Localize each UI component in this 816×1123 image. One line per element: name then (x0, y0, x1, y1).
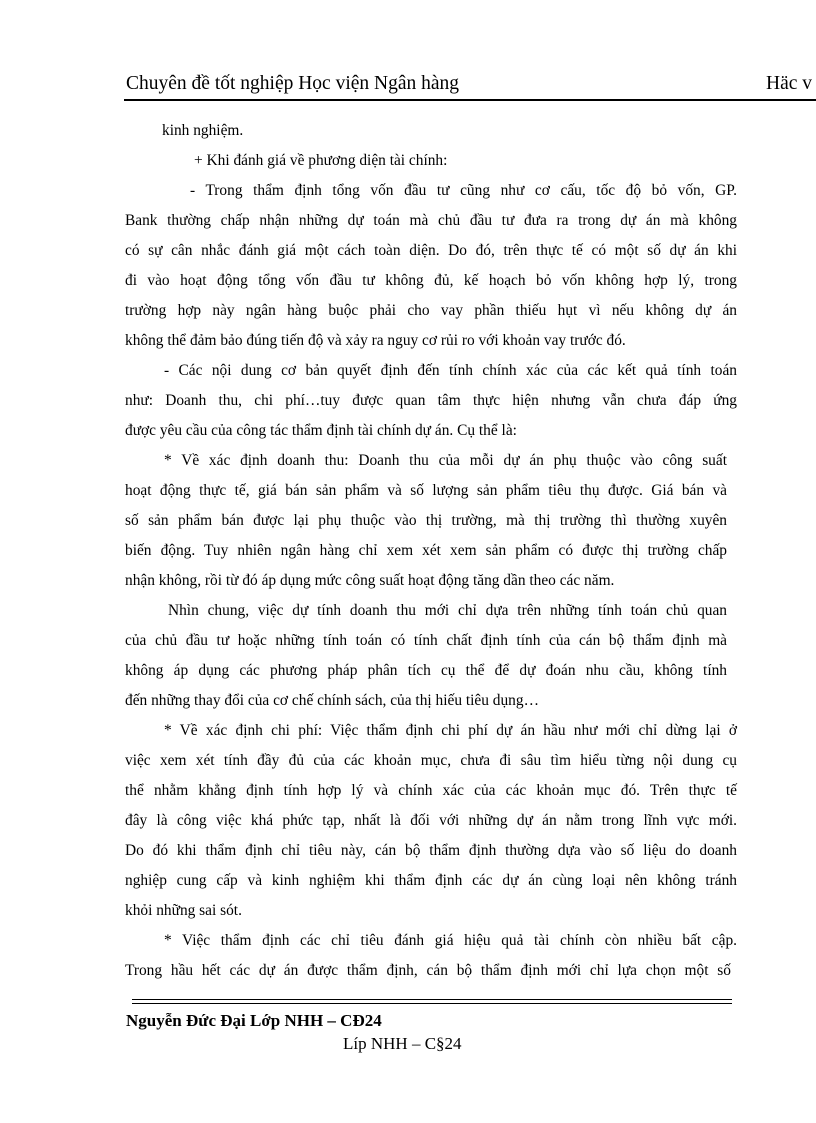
body-line-24: đây là công việc khá phức tạp, nhất là đối với những dự án nằm trong lĩnh vực mới. (125, 812, 737, 829)
body-line-17: Nhìn chung, việc dự tính doanh thu mới chỉ dựa trên những tính toán chủ quan (168, 602, 727, 619)
body-line-28: * Việc thẩm định các chỉ tiêu đánh giá hiệu quả tài chính còn nhiều bất cập. (164, 932, 737, 949)
body-line-4: Bank thường chấp nhận những dự toán mà chủ đầu tư đưa ra trong dự án mà không (125, 212, 737, 229)
body-line-23: thể nhằm khẳng định tính hợp lý và chính xác của các khoản mục đó. Trên thực tế (125, 782, 737, 799)
body-line-19: không áp dụng các phương pháp phân tích cụ thể để dự đoán nhu cầu, không tính (125, 662, 727, 679)
body-line-10: như: Doanh thu, chi phí…tuy được quan tâm thực hiện nhưng vẫn chưa đáp ứng (125, 392, 737, 409)
header-right-text: Häc v (766, 73, 813, 94)
body-line-20: đến những thay đổi của cơ chế chính sách, của thị hiếu tiêu dụng… (125, 692, 539, 709)
footer-class-line: Líp NHH – C§24 (343, 1034, 462, 1053)
body-line-13: hoạt động thực tế, giá bán sản phẩm và số lượng sản phẩm tiêu thụ được. Giá bán và (125, 482, 727, 499)
body-line-1: kinh nghiệm. (162, 122, 244, 139)
body-line-16: nhận không, rồi từ đó áp dụng mức công suất hoạt động tăng dần theo các năm. (125, 572, 615, 589)
body-line-8: không thể đảm bảo đúng tiến độ và xảy ra nguy cơ rủi ro với khoản vay trước đó. (125, 332, 626, 349)
body-line-29: Trong hầu hết các dự án được thẩm định, cán bộ thẩm định mới chỉ lựa chọn một số (125, 962, 731, 979)
body-line-22: việc xem xét tính đầy đủ của các khoản mục, chưa đi sâu tìm hiểu từng nội dung cụ (125, 752, 737, 769)
body-line-18: của chủ đầu tư hoặc những tính toán có tính chất định tính của cán bộ thẩm định mà (125, 632, 727, 649)
body-line-11: được yêu cầu của công tác thẩm định tài chính dự án. Cụ thể là: (125, 422, 517, 439)
header-title: Chuyên đề tốt nghiệp Học viện Ngân hàng (126, 73, 460, 94)
body-line-3: - Trong thẩm định tổng vốn đầu tư cũng như cơ cấu, tốc độ bỏ vốn, GP. (190, 182, 737, 199)
body-line-25: Do đó khi thẩm định chỉ tiêu này, cán bộ thẩm định thường dựa vào số liệu do doanh (125, 842, 737, 859)
footer-author: Nguyễn Đức Đại Lớp NHH – CĐ24 (126, 1011, 382, 1030)
header-rule (124, 99, 816, 101)
body-line-2: + Khi đánh giá về phương diện tài chính: (194, 152, 448, 169)
body-line-6: đi vào hoạt động tổng vốn đầu tư không đủ, kế hoạch bỏ vốn không hợp lý, trong (125, 272, 737, 289)
body-line-26: nghiệp cung cấp và kinh nghiệm khi thẩm định các dự án cùng loại nên không tránh (125, 872, 737, 889)
footer-rule (132, 999, 732, 1004)
body-line-12: * Về xác định doanh thu: Doanh thu của mỗi dự án phụ thuộc vào công suất (164, 452, 727, 469)
body-line-21: * Về xác định chi phí: Việc thẩm định chi phí dự án hầu như mới chỉ dừng lại ở (164, 722, 737, 739)
body-line-7: trường hợp này ngân hàng buộc phải cho vay phần thiếu hụt vì nếu không dự án (125, 302, 737, 319)
body-line-15: biến động. Tuy nhiên ngân hàng chỉ xem xét xem sản phẩm có được thị trường chấp (125, 542, 727, 559)
body-line-27: khỏi những sai sót. (125, 902, 242, 919)
body-line-5: có sự cân nhắc đánh giá một cách toàn diện. Do đó, trên thực tế có một số dự án khi (125, 242, 737, 259)
body-line-14: số sản phẩm bán được lại phụ thuộc vào thị trường, mà thị trường thì thường xuyên (125, 512, 727, 529)
body-line-9: - Các nội dung cơ bản quyết định đến tính chính xác của các kết quả tính toán (164, 362, 737, 379)
